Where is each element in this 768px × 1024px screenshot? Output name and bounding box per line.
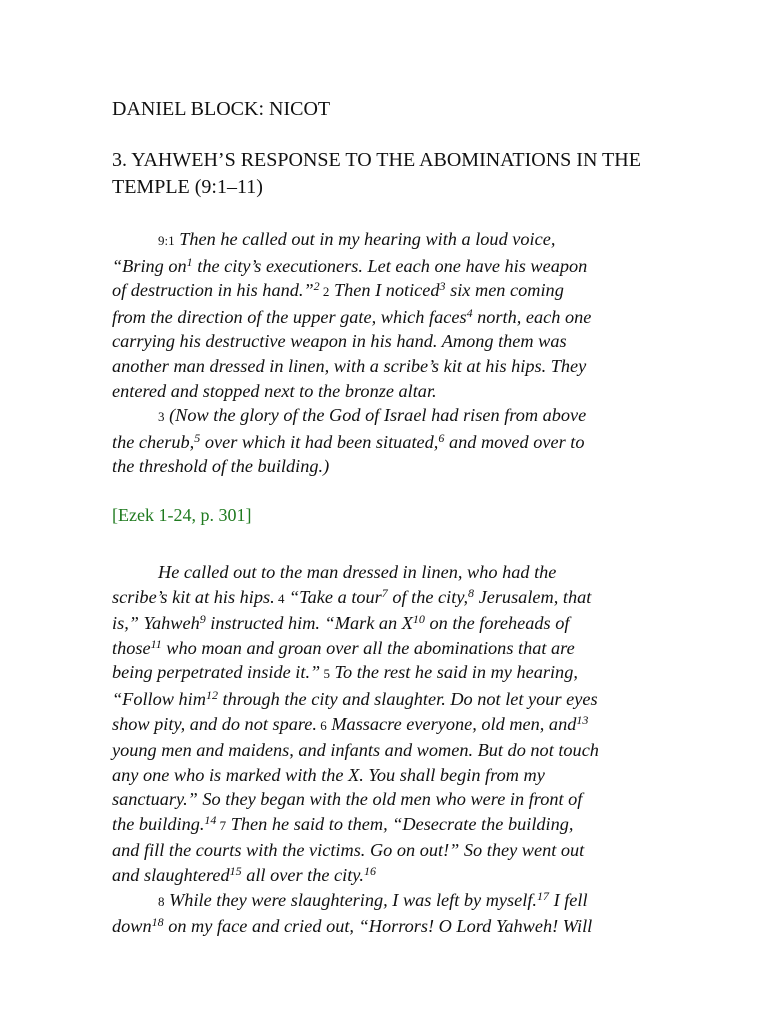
document-header: DANIEL BLOCK: NICOT	[112, 98, 331, 120]
verses-1-3-paragraph	[112, 227, 657, 479]
text-line: the threshold of the building.)	[112, 456, 330, 477]
verse-number: 4	[274, 590, 285, 606]
text-line: from the direction of the upper gate, which faces$^4$ north, each one	[112, 305, 592, 327]
section-title: . YAHWEH’S RESPONSE TO THE ABOMINATIONS IN THE TEMPLE (9:1–11)	[112, 149, 641, 198]
text-line: “Follow him$^{12}$ through the city and slaughter. Do not let your eyes	[112, 687, 598, 709]
verse-number: 3	[158, 409, 165, 425]
verse-number: 6	[317, 717, 327, 733]
section-heading	[112, 147, 657, 201]
text-line: 3 (Now the glory of the God of Israel had risen from above	[158, 405, 587, 426]
footnote-ref[interactable]: 7	[381, 585, 388, 600]
text-line: carrying his destructive weapon in his hand. Among them was	[112, 331, 567, 352]
verse-number: 8	[158, 893, 165, 909]
text-line: He called out to the man dressed in linen, who had the	[158, 561, 557, 582]
footnote-ref[interactable]: 5	[194, 430, 201, 445]
text-line: entered and stopped next to the bronze altar.	[112, 380, 437, 401]
text-line: is,” Yahweh$^9$ instructed him. “Mark an $X^{10}$ on the foreheads of	[112, 612, 570, 634]
text-line: being perpetrated inside it.” 5 To the rest he said in my hearing,	[112, 662, 578, 683]
verses-3-8-paragraph	[112, 560, 657, 939]
text-line: and slaughtered$^{15}$ all over the city.$^{16}$	[112, 864, 376, 886]
verse-number: 5	[320, 666, 330, 682]
footnote-ref[interactable]: 1	[186, 254, 193, 269]
footnote-ref[interactable]: 13	[576, 712, 589, 727]
text-line: young men and maidens, and infants and women. But do not touch	[112, 740, 599, 761]
text-line: those$^{11}$ who moan and groan over all the abominations that are	[112, 636, 575, 658]
footnote-ref[interactable]: 16	[364, 864, 376, 879]
text-line: any one who is marked with the X. You shall begin from my	[112, 764, 545, 785]
footnote-ref[interactable]: 8	[468, 585, 475, 600]
footnote-ref[interactable]: 9	[199, 612, 206, 627]
text-line: of destruction in his hand.”$^2$ 2 Then I noticed$^3$ six men coming	[112, 279, 564, 301]
text-line: the cherub,$^5$ over which it had been situated,$^6$ and moved over to	[112, 430, 585, 452]
footnote-ref[interactable]: 11	[150, 636, 162, 651]
text-line: 9:1 Then he called out in my hearing with a loud voice,	[158, 229, 556, 249]
footnote-ref[interactable]: 15	[229, 864, 242, 879]
footnote-ref[interactable]: 12	[205, 687, 218, 702]
footnote-ref[interactable]: 2	[313, 279, 320, 294]
section-number: 3	[112, 149, 122, 171]
footnote-ref[interactable]: 10	[412, 612, 425, 627]
verse-number: 9:1	[158, 233, 175, 248]
text-line: the building.$^{14}$ 7 Then he said to them, “Desecrate the building,	[112, 812, 574, 834]
text-line: scribe’s kit at his hips. 4 “Take a tour$^7$ of the city,$^8$ Jerusalem, that	[112, 585, 592, 607]
text-line: show pity, and do not spare. 6 Massacre everyone, old men, and$^{13}$	[112, 712, 589, 734]
text-line: down$^{18}$ on my face and cried out, “Horrors! O Lord Yahweh! Will	[112, 915, 593, 937]
page-content	[112, 97, 657, 939]
footnote-ref[interactable]: 18	[151, 915, 164, 930]
footnote-ref[interactable]: 4	[466, 305, 473, 320]
verse-number: 7	[216, 817, 227, 833]
verse-number: 2	[319, 284, 330, 300]
text-line: “Bring $on^1$ the city’s executioners. Let each one have his weapon	[112, 254, 588, 276]
page-reference: [Ezek 1-24, p. 301]	[112, 504, 252, 525]
footnote-ref[interactable]: 17	[537, 888, 549, 903]
text-line: another man dressed in linen, with a scribe’s kit at his hips. They	[112, 355, 587, 376]
footnote-ref[interactable]: 6	[438, 430, 445, 445]
text-line: 8 While they were slaughtering, I was left by myself.$^{17}$ I fell	[158, 888, 588, 910]
footnote-ref[interactable]: 3	[439, 279, 446, 294]
text-line: and fill the courts with the victims. Go on out!” So they went out	[112, 840, 585, 861]
footnote-ref[interactable]: 14	[204, 812, 217, 827]
text-line: sanctuary.” So they began with the old men who were in front of	[112, 789, 583, 810]
